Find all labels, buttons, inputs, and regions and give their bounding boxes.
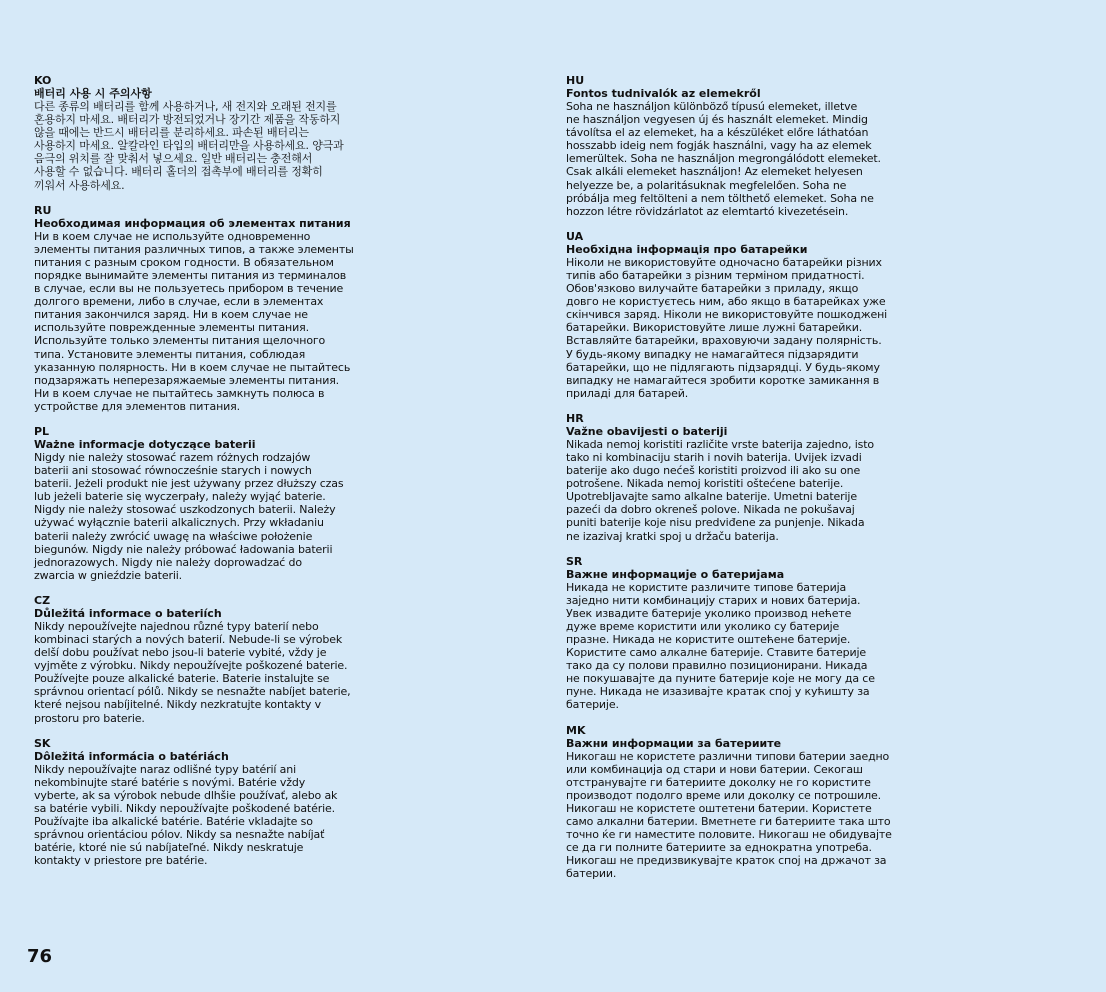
section-heading: Važne obavijesti o bateriji xyxy=(566,424,728,438)
section-pl xyxy=(34,425,384,582)
section-heading: Важне информације о батеријама xyxy=(566,567,785,581)
section-sr xyxy=(566,555,916,712)
section-body: Никогаш не користете различни типови батерии заедно или комбинација од стари и нови батерии. Секогаш отстранувајте ги батериите доколку не го користите производот подолго време или доколку се потрошиле. Никогаш не користете оштетени батерии. Користете само алкални батерии. Вметнете ги батериите така што точно ќе ги наместите половите. Никогаш не обидувајте се да ги полните батериите за еднократна употреба. Никогаш не предизвикувајте краток спој на држачот за батерии. xyxy=(566,749,892,881)
section-heading: Důležitá informace o bateriích xyxy=(34,606,222,620)
section-heading: Необходимая информация об элементах питания xyxy=(34,216,351,230)
section-body: 다른 종류의 배터리를 함께 사용하거나, 새 전지와 오래된 전지를 혼용하지 마세요. 배터리가 방전되었거나 장기간 제품을 작동하지 않을 때에는 반드시 배터리를 분리하세요. 파손된 배터리는 사용하지 마세요. 알칼라인 타입의 배터리만을 사용하세요. 양극과 음극의 위치를 잘 맞춰서 넣으세요. 일반 배터리는 충전해서 사용할 수 없습니다. 배터리 홀더의 접촉부에 배터리를 정확히 끼워서 사용하세요. xyxy=(34,100,344,192)
language-code: HU xyxy=(566,74,585,87)
section-body: Ніколи не використовуйте одночасно батарейки різних типів або батарейки з різним терміном придатності. Обов'язково вилучайте батарейки з приладу, якщо довго не користуєтесь ним, або якщо в батарейках уже скінчився заряд. Ніколи не використовуйте пошкоджені батарейки. Використовуйте лише лужні батарейки. Вставляйте батарейки, враховуючи задану полярність. У будь-якому випадку не намагайтеся підзарядити батарейки, що не підлягають підзарядці. У будь-якому випадку не намагайтеся зробити коротке замикання в приладі для батарей. xyxy=(566,255,888,400)
section-heading: Необхідна інформація про батарейки xyxy=(566,242,808,256)
language-code: HR xyxy=(566,411,584,425)
section-sk xyxy=(34,737,384,868)
section-ko xyxy=(34,74,384,192)
section-body: Никада не користите различите типове батерија заједно нити комбинацију старих и нових батерија. Увек извадите батерије уколико производ нећете дуже време користити или уколико су батерије празне. Никада не користите оштећене батерије. Користите само алкалне батерије. Ставите батерије тако да су полови правилно позиционирани. Никада не покушавајте да пуните батерије које не могу да се пуне. Никада не изазивајте кратак спој у кућишту за батерије. xyxy=(566,580,875,712)
language-code: CZ xyxy=(34,593,51,607)
section-cz xyxy=(34,594,384,725)
section-body: Nikada nemoj koristiti različite vrste baterija zajedno, isto tako ni kombinaciju starih i novih baterija. Uvijek izvadi baterije ako dugo nećeš koristiti proizvod ili ako su one potrošene. Nikada nemoj koristiti oštećene baterije. Upotrebljavajte samo alkalne baterije. Umetni baterije pazeći da dobro okreneš polove. Nikada ne pokušavaj puniti baterije koje nisu predviđene za punjenje. Nikada ne izazivaj kratki spoj u držaču baterija. xyxy=(566,437,874,543)
page-number: 76 xyxy=(27,946,53,967)
section-heading: Ważne informacje dotyczące baterii xyxy=(34,437,256,451)
right-column xyxy=(566,74,916,893)
language-code: PL xyxy=(34,424,50,438)
section-ru xyxy=(34,204,384,413)
section-body: Nigdy nie należy stosować razem różnych rodzajów baterii ani stosować równocześnie starych i nowych baterii. Jeżeli produkt nie jest używany przez dłuższy czas lub jeżeli baterie się wyczerpały, należy wyjąć baterie. Nigdy nie należy stosować uszkodzonych baterii. Należy używać wyłącznie baterii alkalicznych. Przy wkładaniu baterii należy zwrócić uwagę na właściwe położenie biegunów. Nigdy nie należy próbować ładowania baterii jednorazowych. Nigdy nie należy doprowadzać do zwarcia w gnieździe baterii. xyxy=(34,450,344,582)
section-hr xyxy=(566,412,916,543)
language-code: MK xyxy=(566,723,586,737)
section-heading: Dôležitá informácia o batériách xyxy=(34,749,229,763)
section-heading: Важни информации за батериите xyxy=(566,736,782,750)
language-code: RU xyxy=(34,203,52,217)
section-body: Soha ne használjon különböző típusú elemeket, illetve ne használjon vegyesen új és használt elemeket. Mindig távolítsa el az elemeket, ha a készüléket előre láthatóan hosszabb ideig nem fogják használni, vagy ha az elemek lemerültek. Soha ne használjon megrongálódott elemeket. Csak alkáli elemeket használjon! Az elemeket helyesen helyezze be, a polaritásuknak megfelelően. Soha ne próbálja meg feltölteni a nem tölthető elemeket. Soha ne hozzon létre rövidzárlatot az elemtartó kivezetésein. xyxy=(566,100,881,218)
section-heading: 배터리 사용 시 주의사항 xyxy=(34,87,152,100)
section-body: Nikdy nepoužívajte naraz odlišné typy batérií ani nekombinujte staré batérie s novými. Batérie vždy vyberte, ak sa výrobok nebude dlhšie používať, alebo ak sa batérie vybili. Nikdy nepoužívajte poškodené batérie. Používajte iba alkalické batérie. Batérie vkladajte so správnou orientáciou pólov. Nikdy sa nesnažte nabíjať batérie, ktoré nie sú nabíjateľné. Nikdy neskratuje kontakty v priestore pre batérie. xyxy=(34,762,338,868)
left-column xyxy=(34,74,384,879)
language-code: SK xyxy=(34,736,51,750)
section-heading: Fontos tudnivalók az elemekről xyxy=(566,87,761,100)
language-code: SR xyxy=(566,554,583,568)
language-code: UA xyxy=(566,229,584,243)
section-hu xyxy=(566,74,916,218)
section-mk xyxy=(566,724,916,881)
language-code: KO xyxy=(34,74,52,87)
section-body: Ни в коем случае не используйте одновременно элементы питания различных типов, а также элементы питания с разным сроком годности. В обязательном порядке вынимайте элементы питания из терминалов в случае, если вы не пользуетесь прибором в течение долгого времени, либо в случае, если в элементах питания закончился заряд. Ни в коем случае не используйте поврежденные элементы питания. Используйте только элементы питания щелочного типа. Установите элементы питания, соблюдая указанную полярность. Ни в коем случае не пытайтесь подзаряжать неперезаряжаемые элементы питания. Ни в коем случае не пытайтесь замкнуть полюса в устройстве для элементов питания. xyxy=(34,229,354,413)
section-body: Nikdy nepoužívejte najednou různé typy baterií nebo kombinaci starých a nových baterií. Nebude-li se výrobek delší dobu používat nebo jsou-li baterie vybité, vždy je vyjměte z výrobku. Nikdy nepoužívejte poškozené baterie. Používejte pouze alkalické baterie. Baterie instalujte se správnou orientací pólů. Nikdy se nesnažte nabíjet baterie, které nejsou nabíjitelné. Nikdy nezkratujte kontakty v prostoru pro baterie. xyxy=(34,619,351,725)
section-ua xyxy=(566,230,916,400)
